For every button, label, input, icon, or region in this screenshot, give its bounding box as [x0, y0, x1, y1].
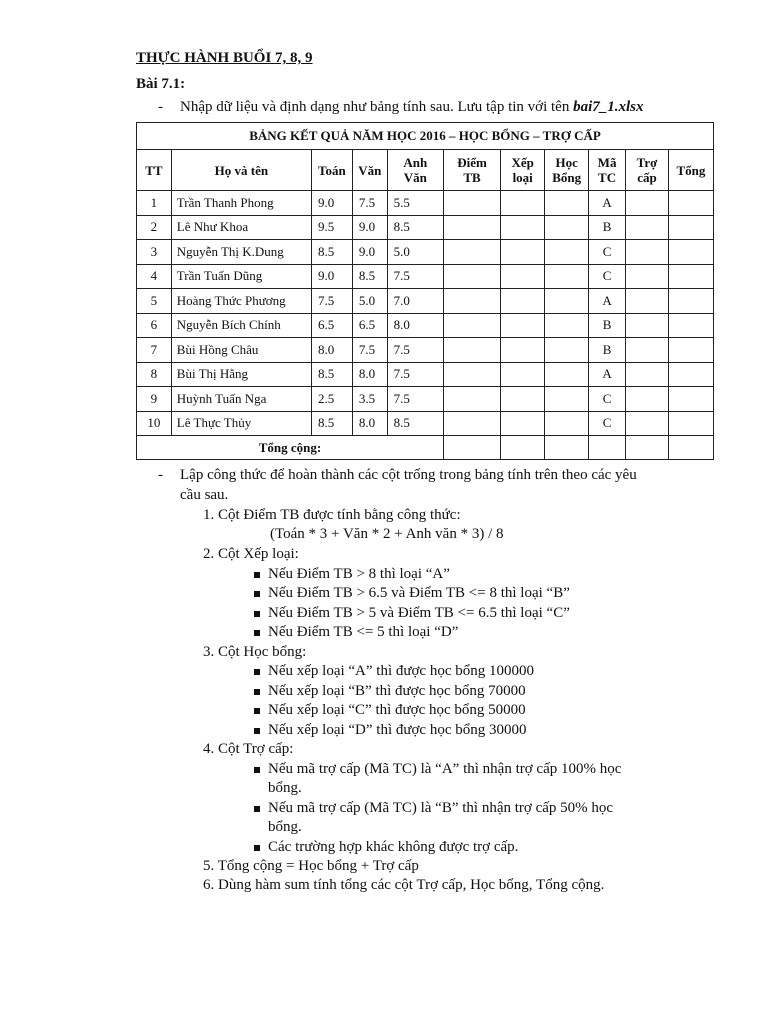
bullet-text: Các trường hợp khác không được trợ cấp.	[268, 839, 519, 855]
cell-name: Nguyễn Thị K.Dung	[171, 240, 311, 265]
column-header: Văn	[352, 150, 387, 191]
bullet-text: Nếu mã trợ cấp (Mã TC) là “A” thì nhận trợ cấp 100% học	[268, 761, 622, 777]
column-header: Học Bổng	[545, 150, 589, 191]
table-cell	[501, 436, 545, 460]
table-cell	[501, 215, 545, 240]
column-header: Trợ cấp	[625, 150, 668, 191]
table-cell	[589, 436, 626, 460]
requirement-item-6: 6. Dùng hàm sum tính tổng các cột Trợ cấp, Học bổng, Tổng cộng.	[203, 877, 605, 893]
table-cell	[545, 264, 589, 289]
table-cell	[443, 436, 500, 460]
cell-van: 7.5	[352, 338, 387, 363]
table-cell	[625, 313, 668, 338]
table-cell	[545, 338, 589, 363]
table-row	[137, 411, 714, 436]
cell-ma: A	[589, 362, 626, 387]
table-cell	[443, 191, 500, 216]
table-cell	[625, 191, 668, 216]
cell-van: 7.5	[352, 191, 387, 216]
cell-name: Nguyễn Bích Chính	[171, 313, 311, 338]
table-cell	[443, 362, 500, 387]
bullet-text: Nếu Điểm TB > 6.5 và Điểm TB <= 8 thì loại “B”	[268, 585, 570, 601]
table-row	[137, 362, 714, 387]
cell-tt: 9	[137, 387, 172, 412]
bullet-text: Nếu xếp loại “D” thì được học bổng 30000	[268, 722, 527, 738]
bullet-item	[254, 721, 527, 741]
cell-van: 8.5	[352, 264, 387, 289]
table-cell	[545, 411, 589, 436]
table-cell	[501, 264, 545, 289]
table-row	[137, 191, 714, 216]
intro-sentence: Nhập dữ liệu và định dạng như bảng tính sau. Lưu tập tin với tên	[180, 99, 574, 115]
table-cell	[443, 264, 500, 289]
cell-anh: 7.5	[387, 387, 443, 412]
requirement-item-5: 5. Tổng cộng = Học bổng + Trợ cấp	[203, 858, 419, 874]
column-header: Điểm TB	[443, 150, 500, 191]
square-bullet-icon	[254, 767, 260, 773]
table-cell	[545, 313, 589, 338]
dash-bullet: -	[158, 467, 163, 483]
cell-van: 3.5	[352, 387, 387, 412]
table-cell	[545, 436, 589, 460]
table-row	[137, 313, 714, 338]
table-row	[137, 289, 714, 314]
table-cell	[501, 313, 545, 338]
cell-toan: 8.5	[311, 240, 352, 265]
cell-van: 6.5	[352, 313, 387, 338]
table-cell	[545, 240, 589, 265]
cell-tt: 10	[137, 411, 172, 436]
bullet-item	[254, 604, 570, 624]
requirements-intro: Lập công thức để hoàn thành các cột trống trong bảng tính trên theo các yêu	[180, 467, 637, 483]
cell-ma: C	[589, 240, 626, 265]
cell-tt: 6	[137, 313, 172, 338]
cell-toan: 9.0	[311, 264, 352, 289]
table-cell	[443, 289, 500, 314]
cell-ma: B	[589, 313, 626, 338]
bullet-item	[254, 584, 570, 604]
table-cell	[668, 240, 713, 265]
table-cell	[668, 362, 713, 387]
table-cell	[625, 411, 668, 436]
cell-tt: 8	[137, 362, 172, 387]
cell-anh: 5.0	[387, 240, 443, 265]
cell-toan: 8.5	[311, 362, 352, 387]
table-cell	[668, 191, 713, 216]
table-cell	[625, 264, 668, 289]
bullet-text: Nếu xếp loại “A” thì được học bổng 100000	[268, 663, 535, 679]
table-cell	[443, 215, 500, 240]
table-cell	[501, 387, 545, 412]
table-row	[137, 338, 714, 363]
cell-name: Bùi Hồng Châu	[171, 338, 311, 363]
bullet-item	[254, 838, 518, 858]
bullet-text: Nếu Điểm TB > 5 và Điểm TB <= 6.5 thì loại “C”	[268, 605, 570, 621]
cell-toan: 6.5	[311, 313, 352, 338]
table-cell	[501, 411, 545, 436]
cell-ma: A	[589, 289, 626, 314]
table-body	[137, 191, 714, 436]
bullet-item	[254, 701, 526, 721]
table-cell	[443, 411, 500, 436]
bullet-item	[254, 682, 526, 702]
cell-tt: 5	[137, 289, 172, 314]
column-header: Xếp loại	[501, 150, 545, 191]
cell-tt: 2	[137, 215, 172, 240]
cell-ma: A	[589, 191, 626, 216]
cell-anh: 7.5	[387, 338, 443, 363]
cell-anh: 7.5	[387, 362, 443, 387]
cell-anh: 8.0	[387, 313, 443, 338]
cell-anh: 8.5	[387, 411, 443, 436]
cell-anh: 7.0	[387, 289, 443, 314]
cell-toan: 2.5	[311, 387, 352, 412]
cell-ma: C	[589, 411, 626, 436]
intro-text	[180, 99, 644, 116]
cell-name: Lê Như Khoa	[171, 215, 311, 240]
table-cell	[668, 215, 713, 240]
bullet-item	[254, 565, 450, 585]
bullet-text: Nếu Điểm TB > 8 thì loại “A”	[268, 566, 450, 582]
column-header: Tổng	[668, 150, 713, 191]
table-cell	[443, 338, 500, 363]
table-cell	[668, 289, 713, 314]
cell-name: Hoàng Thức Phương	[171, 289, 311, 314]
table-cell	[443, 240, 500, 265]
table-cell	[443, 387, 500, 412]
cell-tt: 4	[137, 264, 172, 289]
cell-name: Trần Tuấn Dũng	[171, 264, 311, 289]
cell-toan: 7.5	[311, 289, 352, 314]
page-title: THỰC HÀNH BUỔI 7, 8, 9	[136, 50, 313, 66]
table-cell	[545, 215, 589, 240]
square-bullet-icon	[254, 611, 260, 617]
cell-ma: C	[589, 387, 626, 412]
requirements-section	[0, 466, 768, 906]
table-cell	[501, 362, 545, 387]
column-header: Họ và tên	[171, 150, 311, 191]
cell-ma: B	[589, 215, 626, 240]
table-cell	[625, 338, 668, 363]
table-cell	[501, 191, 545, 216]
cell-ma: C	[589, 264, 626, 289]
square-bullet-icon	[254, 845, 260, 851]
cell-anh: 8.5	[387, 215, 443, 240]
bullet-item	[254, 623, 458, 643]
table-cell	[625, 387, 668, 412]
requirements-intro-cont: cầu sau.	[180, 487, 229, 503]
square-bullet-icon	[254, 689, 260, 695]
table-cell	[668, 436, 713, 460]
square-bullet-icon	[254, 630, 260, 636]
requirement-item-1: 1. Cột Điểm TB được tính bằng công thức:	[203, 507, 461, 523]
cell-toan: 8.5	[311, 411, 352, 436]
table-cell	[668, 338, 713, 363]
table-cell	[625, 240, 668, 265]
cell-van: 8.0	[352, 362, 387, 387]
cell-van: 9.0	[352, 240, 387, 265]
table-cell	[668, 411, 713, 436]
cell-ma: B	[589, 338, 626, 363]
column-header: Mã TC	[589, 150, 626, 191]
bullet-item	[254, 799, 613, 819]
table-caption: BẢNG KẾT QUẢ NĂM HỌC 2016 – HỌC BỔNG – TRỢ CẤP	[137, 123, 714, 150]
cell-tt: 3	[137, 240, 172, 265]
requirement-item-4: 4. Cột Trợ cấp:	[203, 741, 294, 757]
cell-name: Lê Thực Thủy	[171, 411, 311, 436]
column-header: Anh Văn	[387, 150, 443, 191]
cell-toan: 8.0	[311, 338, 352, 363]
cell-anh: 7.5	[387, 264, 443, 289]
table-row	[137, 215, 714, 240]
cell-tt: 7	[137, 338, 172, 363]
table-cell	[443, 313, 500, 338]
cell-name: Trần Thanh Phong	[171, 191, 311, 216]
bullet-text-cont: bổng.	[268, 780, 302, 796]
table-cell	[625, 215, 668, 240]
cell-anh: 5.5	[387, 191, 443, 216]
bullet-item	[254, 662, 534, 682]
cell-tt: 1	[137, 191, 172, 216]
column-header: TT	[137, 150, 172, 191]
bullet-text: Nếu xếp loại “B” thì được học bổng 70000	[268, 683, 526, 699]
results-table	[136, 122, 714, 460]
square-bullet-icon	[254, 572, 260, 578]
table-cell	[625, 289, 668, 314]
table-cell	[668, 313, 713, 338]
cell-toan: 9.5	[311, 215, 352, 240]
dash-bullet: -	[158, 99, 163, 115]
requirement-item-3: 3. Cột Học bổng:	[203, 644, 307, 660]
cell-van: 5.0	[352, 289, 387, 314]
table-cell	[501, 289, 545, 314]
table-cell	[501, 240, 545, 265]
bullet-text: Nếu xếp loại “C” thì được học bổng 50000	[268, 702, 526, 718]
table-cell	[625, 436, 668, 460]
cell-name: Huỳnh Tuấn Nga	[171, 387, 311, 412]
square-bullet-icon	[254, 669, 260, 675]
total-label: Tổng cộng:	[137, 436, 444, 460]
cell-van: 8.0	[352, 411, 387, 436]
cell-van: 9.0	[352, 215, 387, 240]
table-row	[137, 264, 714, 289]
cell-toan: 9.0	[311, 191, 352, 216]
exercise-heading: Bài 7.1:	[136, 76, 186, 92]
table-cell	[545, 289, 589, 314]
formula-text: (Toán * 3 + Văn * 2 + Anh văn * 3) / 8	[270, 526, 504, 542]
table-cell	[625, 362, 668, 387]
bullet-text: Nếu Điểm TB <= 5 thì loại “D”	[268, 624, 459, 640]
table-row	[137, 240, 714, 265]
square-bullet-icon	[254, 806, 260, 812]
table-cell	[545, 191, 589, 216]
filename: bai7_1.xlsx	[573, 99, 644, 115]
square-bullet-icon	[254, 591, 260, 597]
requirement-item-2: 2. Cột Xếp loại:	[203, 546, 299, 562]
table-header-row	[137, 150, 714, 191]
column-header: Toán	[311, 150, 352, 191]
table-row	[137, 387, 714, 412]
total-row	[137, 436, 714, 460]
cell-name: Bùi Thị Hằng	[171, 362, 311, 387]
table-cell	[501, 338, 545, 363]
table-cell	[545, 362, 589, 387]
square-bullet-icon	[254, 708, 260, 714]
table-cell	[668, 264, 713, 289]
bullet-text: Nếu mã trợ cấp (Mã TC) là “B” thì nhận trợ cấp 50% học	[268, 800, 614, 816]
bullet-item	[254, 760, 621, 780]
square-bullet-icon	[254, 728, 260, 734]
bullet-text-cont: bổng.	[268, 819, 302, 835]
table-cell	[545, 387, 589, 412]
table-cell	[668, 387, 713, 412]
